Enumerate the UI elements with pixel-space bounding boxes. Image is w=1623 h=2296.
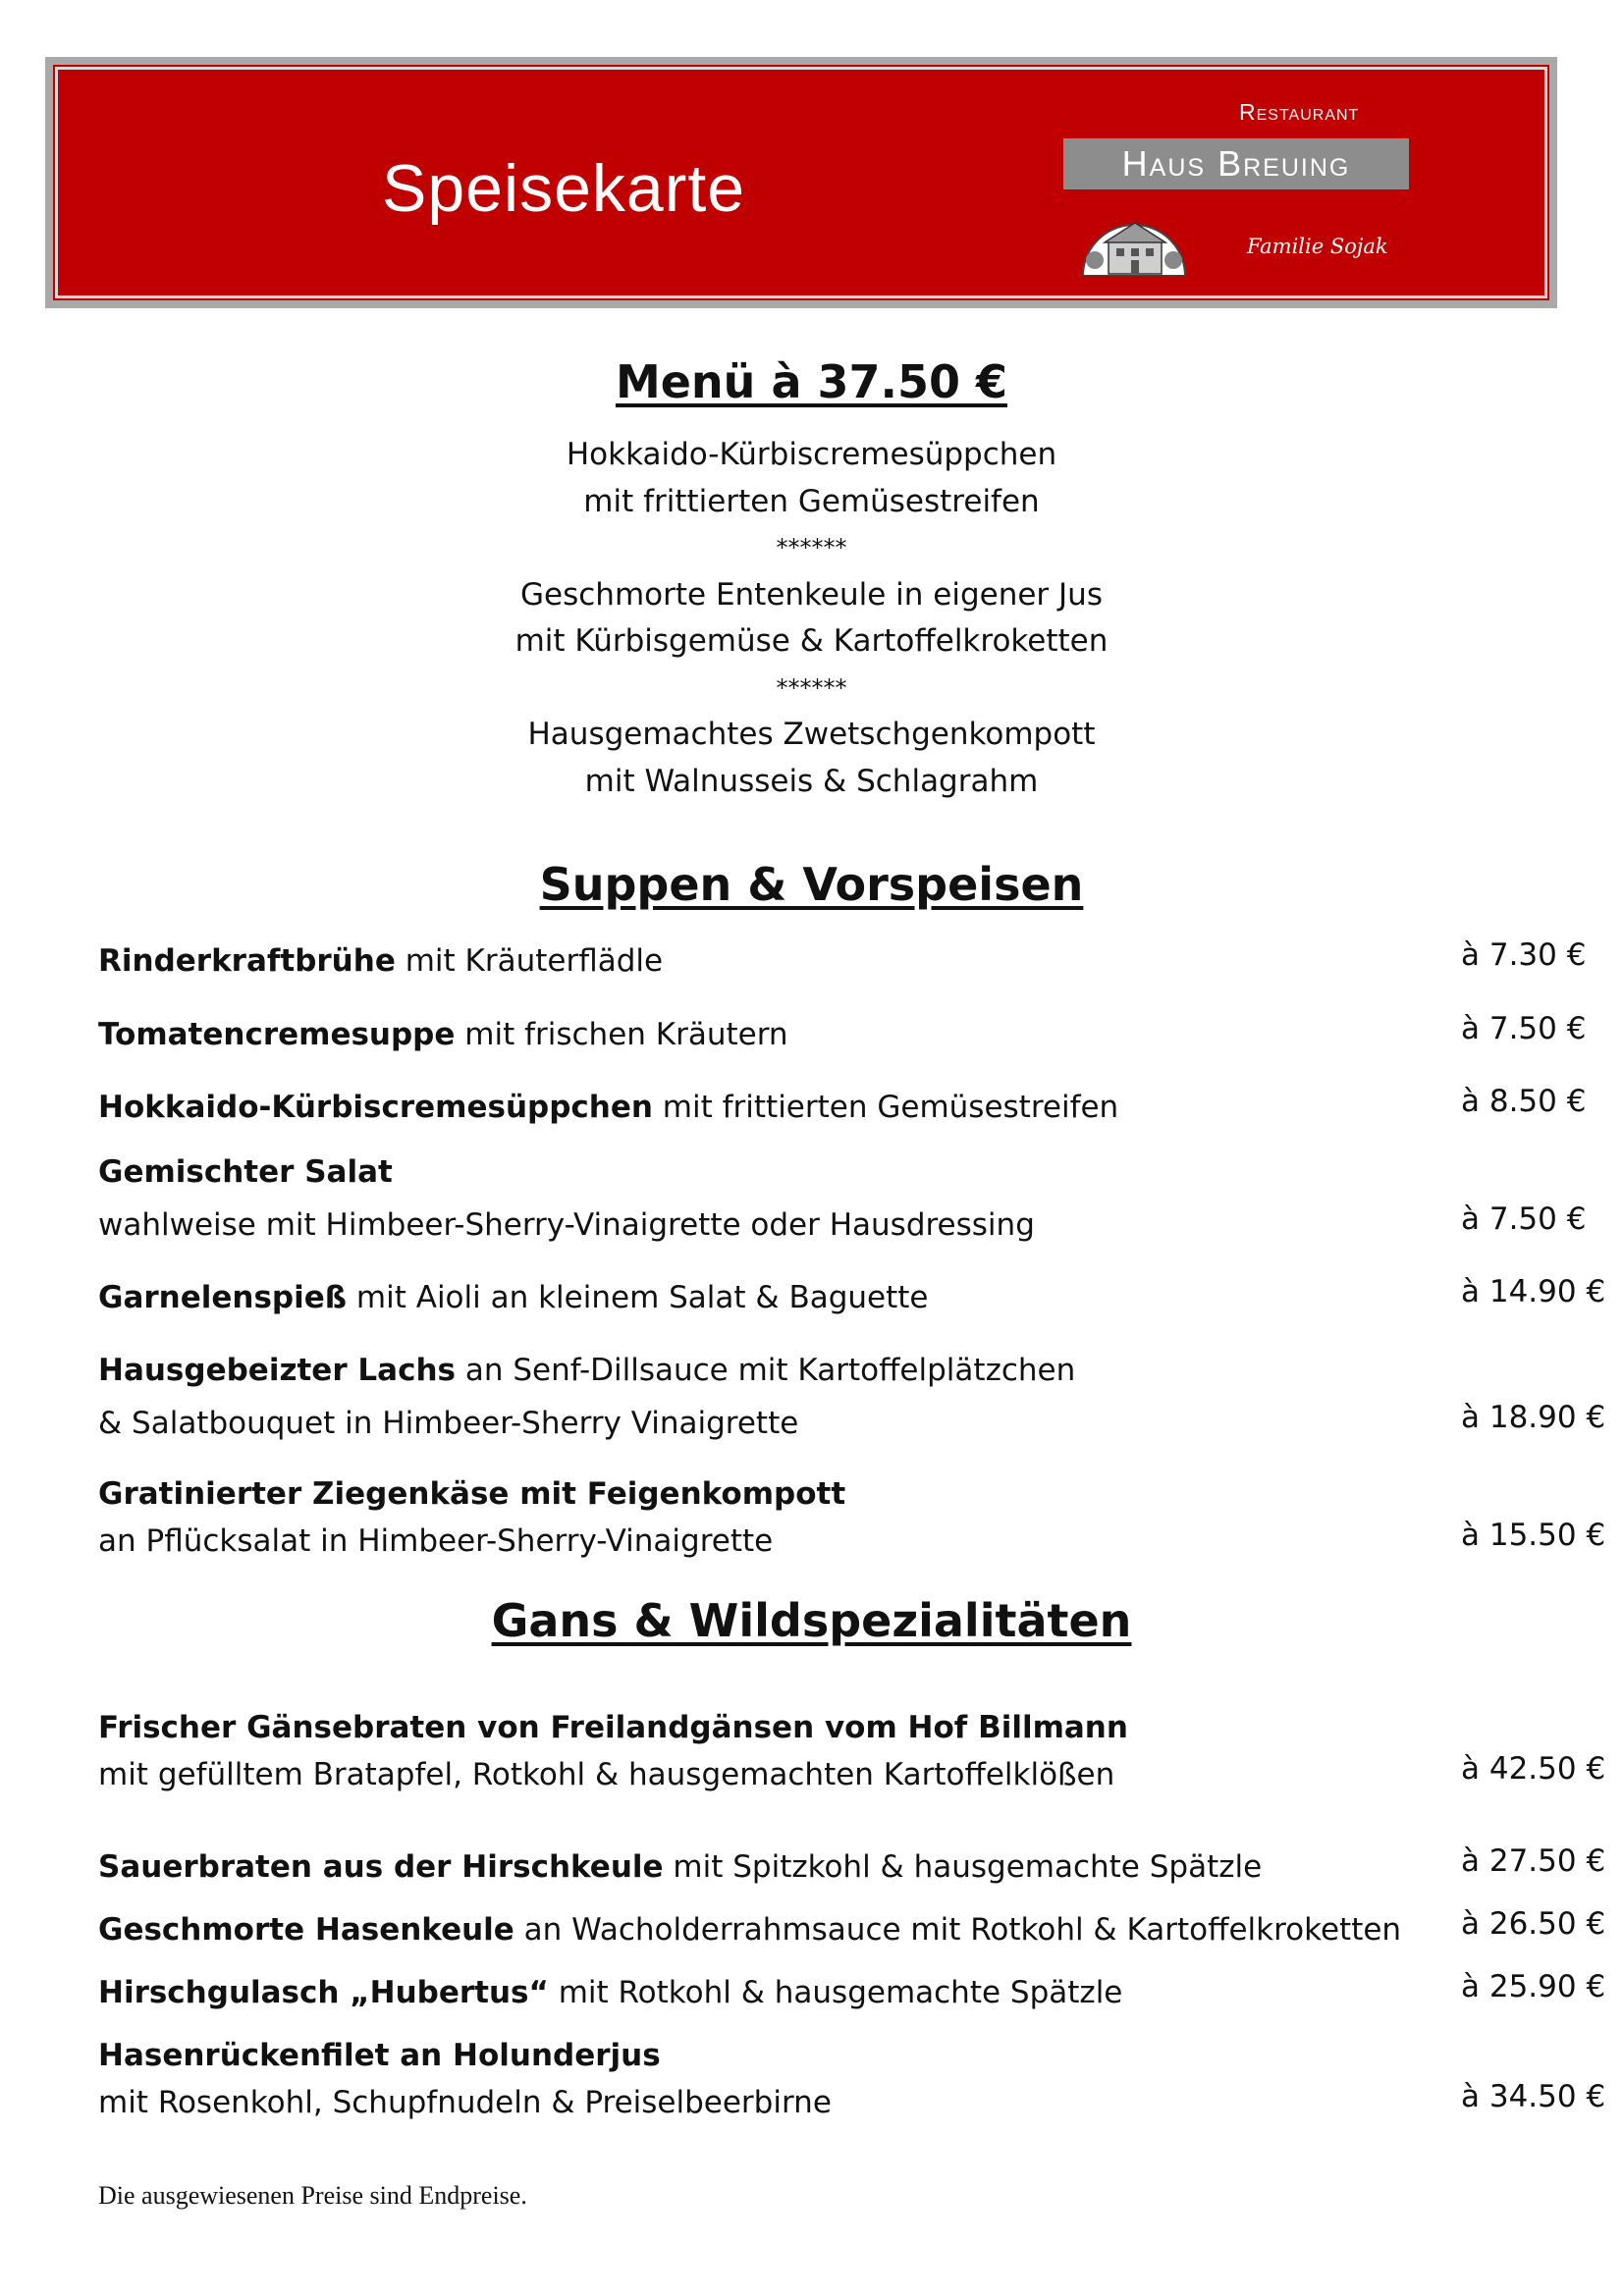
item-price: à 15.50 € [1461, 1518, 1606, 1553]
section-title-suppen: Suppen & Vorspeisen [539, 858, 1084, 911]
menu-separator: ****** [776, 534, 847, 561]
item-description: mit Aioli an kleinem Salat & Baguette [347, 1280, 929, 1315]
item-price: à 27.50 € [1461, 1843, 1606, 1879]
item-price: à 7.30 € [1461, 937, 1587, 973]
menu-item [98, 2032, 1606, 2126]
item-description-line2: wahlweise mit Himbeer-Sherry-Vinaigrette oder Hausdressing [98, 1207, 1035, 1243]
item-name: Hasenrückenfilet an Holunderjus [98, 2038, 661, 2073]
menu-line: mit frittierten Gemüsestreifen [583, 483, 1040, 519]
item-description: mit Kräuterflädle [395, 943, 664, 979]
item-price: à 14.90 € [1461, 1274, 1606, 1309]
item-description: an Wacholderrahmsauce mit Rotkohl & Kartoffelkroketten [514, 1912, 1402, 1948]
menu-item [98, 1274, 1606, 1321]
menu-item [98, 1704, 1606, 1798]
item-name: Rinderkraftbrühe [98, 943, 396, 979]
item-name: Gemischter Salat [98, 1154, 393, 1190]
item-price: à 42.50 € [1461, 1751, 1606, 1787]
price-footnote: Die ausgewiesenen Preise sind Endpreise. [98, 2181, 527, 2210]
item-name: Sauerbraten aus der Hirschkeule [98, 1849, 664, 1885]
item-price: à 26.50 € [1461, 1906, 1606, 1942]
menu-line: mit Kürbisgemüse & Kartoffelkroketten [514, 623, 1109, 659]
item-name: Frischer Gänsebraten von Freilandgänsen vom Hof Billmann [98, 1710, 1128, 1745]
item-description: mit Rotkohl & hausgemachte Spätzle [548, 1975, 1123, 2010]
item-description: mit frischen Kräutern [455, 1017, 788, 1052]
menu-line: Hokkaido-Kürbiscremesüppchen [566, 437, 1057, 472]
item-description-line2: mit Rosenkohl, Schupfnudeln & Preiselbeerbirne [98, 2085, 832, 2120]
item-description-line2: an Pflücksalat in Himbeer-Sherry-Vinaigrette [98, 1523, 774, 1559]
menu-item [98, 1148, 1587, 1249]
header-banner-inner [55, 67, 1547, 298]
menu-item [98, 1084, 1587, 1131]
item-price: à 7.50 € [1461, 1011, 1587, 1046]
menu-item [98, 937, 1587, 985]
item-price: à 34.50 € [1461, 2079, 1606, 2114]
item-name: Geschmorte Hasenkeule [98, 1912, 514, 1948]
logo-name: Haus Breuing [1121, 143, 1351, 184]
logo-family: Familie Sojak [1247, 235, 1388, 258]
menu-course-list [0, 432, 1623, 805]
menu-item [98, 1906, 1606, 1953]
item-price: à 18.90 € [1461, 1400, 1606, 1435]
item-description-line2: mit gefülltem Bratapfel, Rotkohl & hausgemachten Kartoffelklößen [98, 1757, 1115, 1792]
page-title: Speisekarte [382, 151, 746, 226]
menu-line: Geschmorte Entenkeule in eigener Jus [520, 576, 1103, 613]
menu-line: Hausgemachtes Zwetschgenkompott [527, 717, 1096, 752]
menu-item [98, 1843, 1606, 1891]
item-description: an Senf-Dillsauce mit Kartoffelplätzchen [455, 1353, 1076, 1388]
item-name: Tomatencremesuppe [98, 1017, 456, 1052]
section-title-gans: Gans & Wildspezialitäten [491, 1594, 1132, 1647]
item-price: à 25.90 € [1461, 1969, 1606, 2004]
menu-line: mit Walnusseis & Schlagrahm [584, 763, 1039, 799]
header-banner [45, 57, 1557, 308]
item-description: mit frittierten Gemüsestreifen [652, 1090, 1119, 1125]
menu-title: Menü à 37.50 € [615, 355, 1008, 408]
menu-item [98, 1011, 1587, 1058]
item-name: Hausgebeizter Lachs [98, 1353, 456, 1388]
item-description: mit Spitzkohl & hausgemachte Spätzle [663, 1849, 1263, 1885]
menu-item [98, 1470, 1606, 1565]
menu-item [98, 1969, 1606, 2016]
menu-separator: ****** [776, 673, 847, 702]
house-emblem-icon [1079, 205, 1189, 276]
item-name: Hirschgulasch „Hubertus“ [98, 1975, 549, 2010]
item-name: Gratinierter Ziegenkäse mit Feigenkompott [98, 1476, 846, 1512]
item-description-line2: & Salatbouquet in Himbeer-Sherry Vinaigrette [98, 1406, 799, 1441]
logo-name-box [1063, 138, 1409, 189]
item-price: à 7.50 € [1461, 1201, 1587, 1237]
item-price: à 8.50 € [1461, 1084, 1587, 1119]
item-name: Hokkaido-Kürbiscremesüppchen [98, 1090, 653, 1125]
logo-restaurant-label: Restaurant [1239, 99, 1360, 125]
item-name: Garnelenspieß [98, 1280, 348, 1315]
menu-item [98, 1347, 1606, 1447]
